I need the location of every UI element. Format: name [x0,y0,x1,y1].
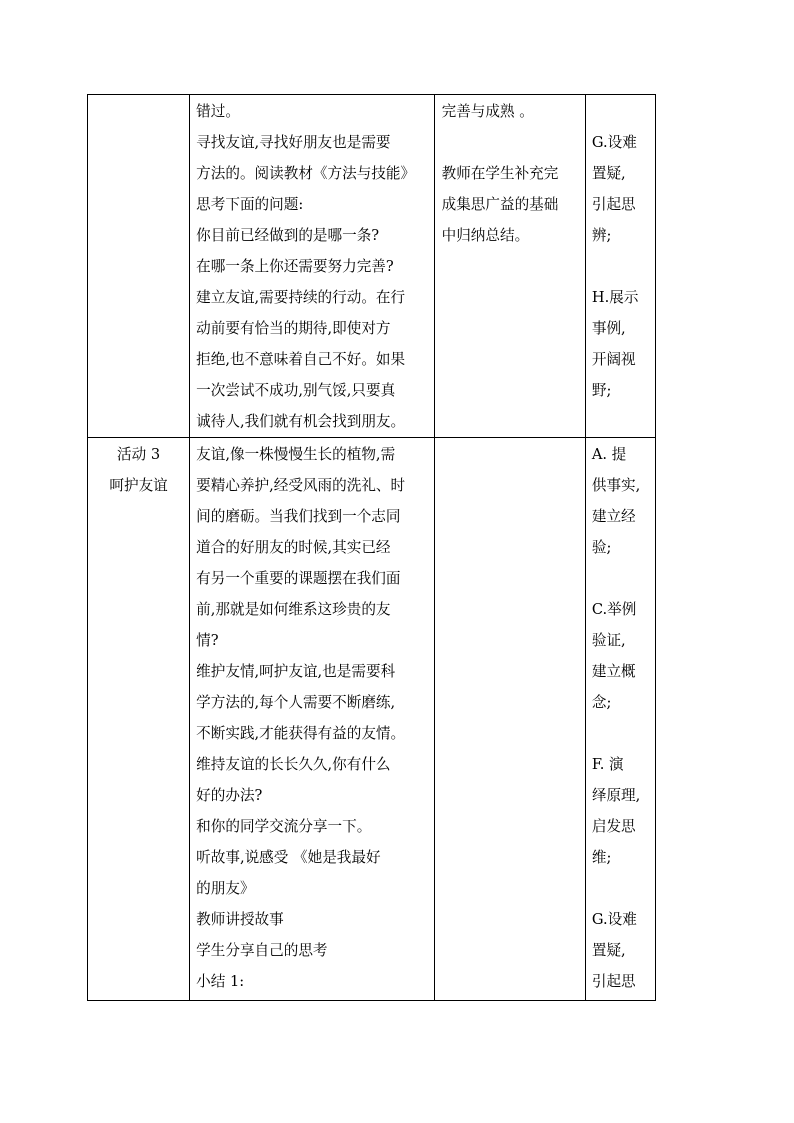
text-line: 动前要有恰当的期待,即使对方 [196,320,391,337]
text-line: 教师讲授故事 [196,911,284,928]
lesson-plan-table [87,94,656,1001]
text-line: 方法的。阅读教材《方法与技能》 [196,165,416,182]
text-line: 教师在学生补充完 [441,165,559,182]
text-line: 道合的好朋友的时候,其实已经 [196,539,391,556]
text-line: 间的磨砺。当我们找到一个志同 [196,508,401,525]
text-line: C.举例 [591,601,637,618]
text-line: 活动 3 [117,446,161,463]
content-cell [190,438,434,1001]
text-line: 供事实, [591,477,641,494]
text-line: H.展示 [591,289,639,306]
text-line: 建立友谊,需要持续的行动。在行 [196,289,406,306]
text-line: 成集思广益的基础 [441,196,559,213]
text-line: 事例, [591,320,626,337]
text-line: 小结 1: [196,973,245,990]
text-line: 置疑, [591,165,626,182]
text-line: 引起思 [591,196,636,213]
text-line: G.设难 [591,911,637,928]
text-line: 听故事,说感受 《她是我最好 [196,849,381,866]
content-cell [190,95,434,438]
text-line: F. 演 [591,756,624,773]
text-line: 置疑, [591,942,626,959]
text-line: 不断实践,才能获得有益的友情。 [196,725,406,742]
text-line: 辨; [591,227,612,244]
text-line [592,873,655,904]
table-row [88,438,656,1001]
design-intent-cell [585,95,655,438]
text-line: 拒绝,也不意味着自己不好。如果 [196,351,406,368]
text-line: 学生分享自己的思考 [196,942,328,959]
text-line: 维; [591,849,612,866]
text-line [442,127,585,158]
text-line: A. 提 [591,446,627,463]
activity-cell [88,95,190,438]
text-line: 好的办法? [196,787,263,804]
text-line: 友谊,像一株慢慢生长的植物,需 [196,446,396,463]
text-line: 情? [196,632,219,649]
text-line: 思考下面的问题: [196,196,304,213]
text-line: 呵护友谊 [109,477,168,494]
text-line: 错过。 [196,103,240,120]
text-line: 在哪一条上你还需要努力完善? [196,258,394,275]
text-line: 绎原理, [591,787,641,804]
text-line: 诚待人,我们就有机会找到朋友。 [196,413,406,430]
text-line: 维护友情,呵护友谊,也是需要科 [196,663,396,680]
text-line: 寻找友谊,寻找好朋友也是需要 [196,134,391,151]
text-line: 开阔视 [591,351,636,368]
text-line: G.设难 [591,134,637,151]
text-line: 你目前已经做到的是哪一条? [196,227,380,244]
teacher-activity-cell [434,95,585,438]
text-line: 维持友谊的长长久久,你有什么 [196,756,391,773]
text-line [592,251,655,282]
text-line [592,563,655,594]
text-line: 启发思 [591,818,636,835]
text-line: 念; [591,694,612,711]
table-row [88,95,656,438]
text-line: 引起思 [591,973,636,990]
text-line: 验证, [591,632,626,649]
text-line: 的朋友》 [196,880,255,897]
text-line: 建立概 [591,663,636,680]
text-line: 和你的同学交流分享一下。 [196,818,372,835]
teacher-activity-cell [434,438,585,1001]
text-line: 要精心养护,经受风雨的洗礼、时 [196,477,406,494]
text-line: 学方法的,每个人需要不断磨练, [196,694,396,711]
design-intent-cell [585,438,655,1001]
text-line [592,96,655,127]
activity-cell [88,438,190,1001]
text-line: 验; [591,539,612,556]
text-line: 有另一个重要的课题摆在我们面 [196,570,401,587]
text-line: 建立经 [591,508,636,525]
text-line: 中归纳总结。 [441,227,530,244]
text-line: 野; [591,382,612,399]
text-line [592,718,655,749]
text-line: 完善与成熟 。 [441,103,534,120]
text-line: 前,那就是如何维系这珍贵的友 [196,601,391,618]
text-line: 一次尝试不成功,别气馁,只要真 [196,382,396,399]
